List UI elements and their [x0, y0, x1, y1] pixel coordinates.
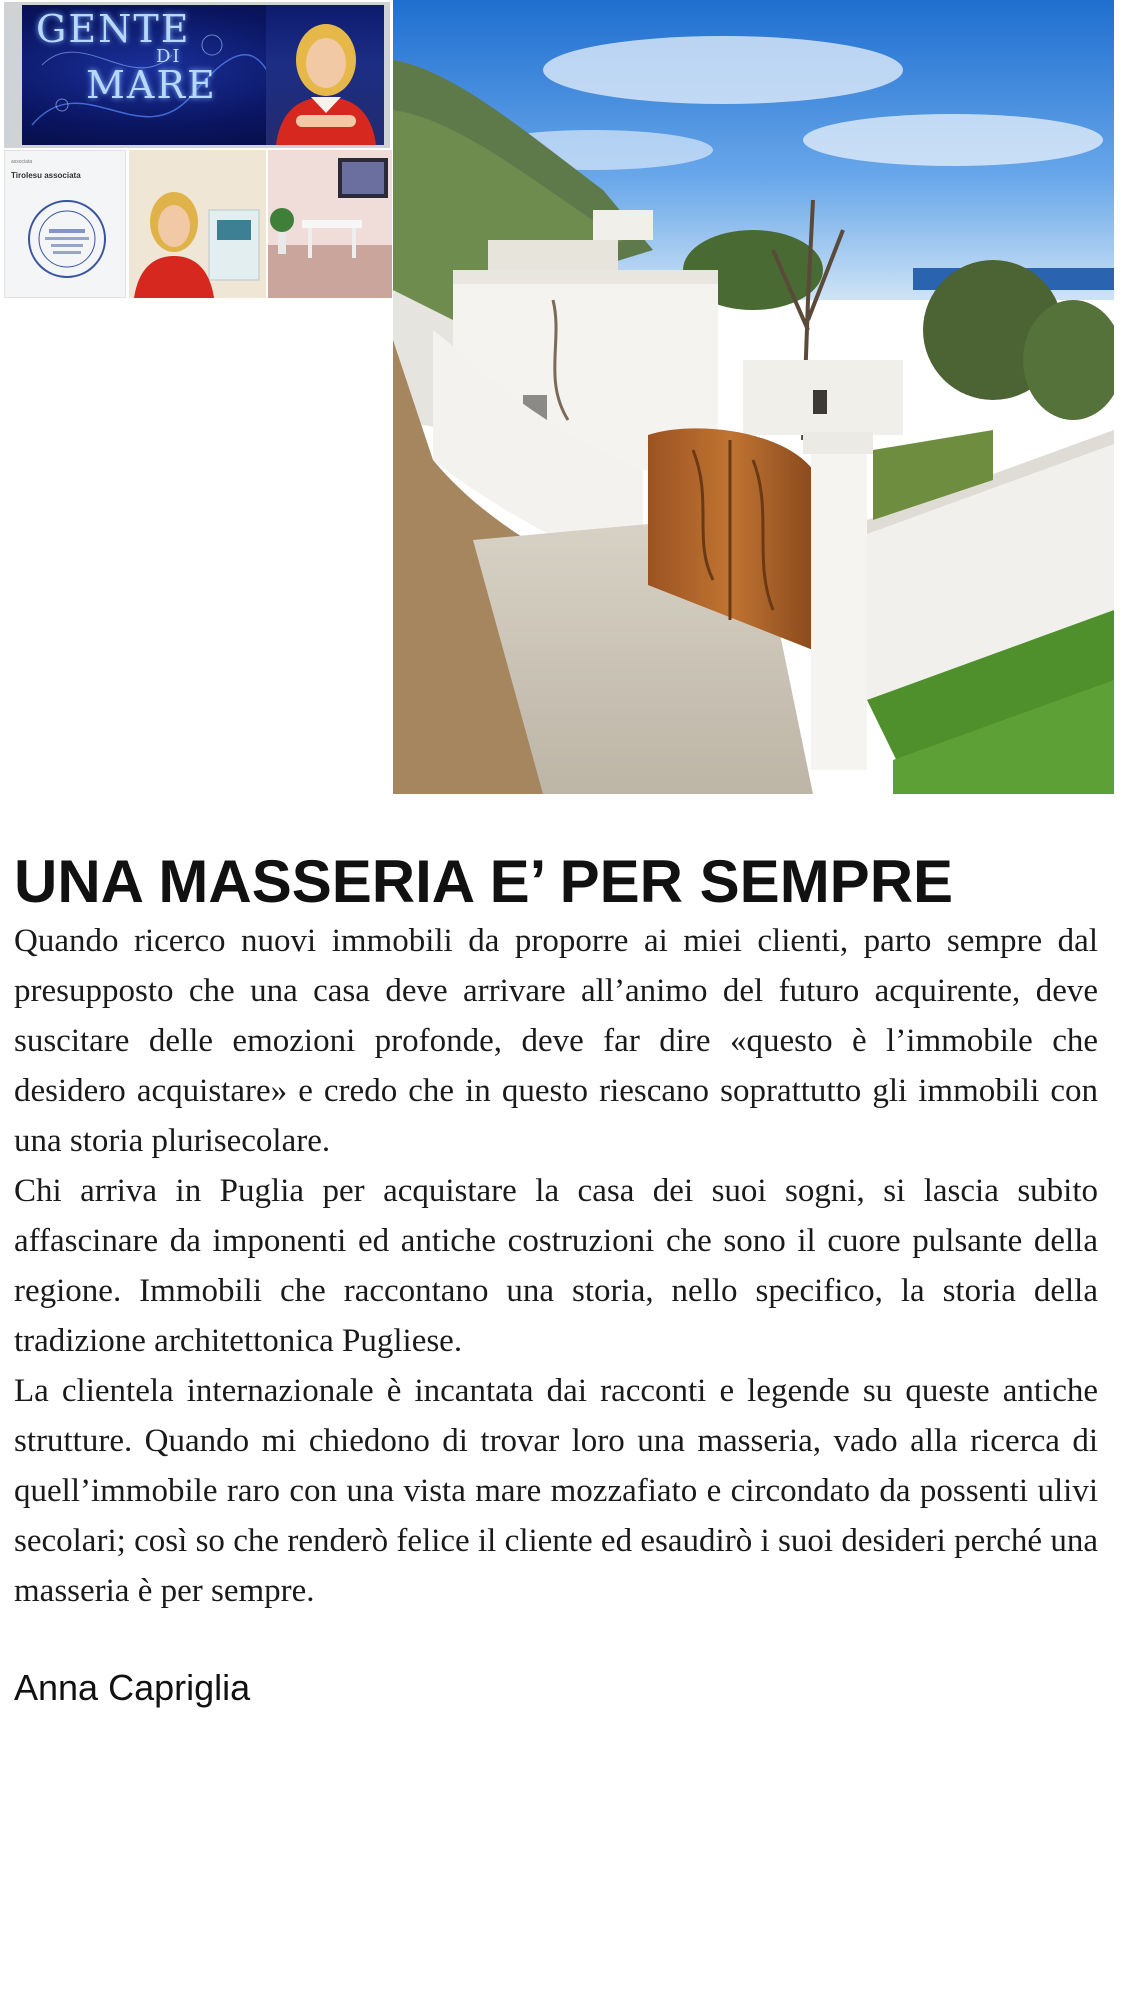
banner-title: [36, 9, 217, 105]
banner-title-line2: DI: [156, 46, 182, 67]
article-paragraph: Quando ricerco nuovi immobili da proporre ai miei clienti, parto sempre dal presupposto che una casa deve arrivare all’animo del futuro acquirente, deve suscitare delle emozioni profonde, deve far dire «questo è l’immobile che desidero acquistare» e credo che in questo riescano soprattutto gli immobili con una storia plurisecolare.: [14, 923, 1098, 1159]
article-title: UNA MASSERIA E’ PER SEMPRE: [14, 848, 954, 915]
article: [14, 848, 1098, 1710]
agency-photo-row: [4, 150, 392, 298]
gente-di-mare-banner: [4, 2, 390, 148]
banner-title-line1: GENTE: [36, 7, 191, 51]
masseria-photo-illustration: [393, 0, 1114, 794]
author-signature: Anna Capriglia: [14, 1667, 251, 1708]
masseria-photo: [393, 0, 1114, 794]
banner-title-line3: MARE: [86, 63, 217, 107]
badge-card-caption: associata: [11, 159, 33, 165]
agent-portrait: [266, 5, 384, 145]
office-interior-photo: [268, 150, 392, 298]
article-paragraph: La clientela internazionale è incantata dai racconti e legende su queste antiche strutture. Quando mi chiedono di trovar loro una masseria, vado alla ricerca di quell’immobile raro con una vista mare mozzafiato e circondato da possenti ulivi secolari; così so che renderò felice il cliente ed esaudirò i suoi desideri perché una masseria è per sempre.: [14, 1373, 1098, 1609]
agent-office-photo: [129, 150, 266, 298]
office-interior-illustration: [268, 150, 392, 298]
agent-office-illustration: [129, 150, 266, 298]
article-paragraph: Chi arriva in Puglia per acquistare la casa dei suoi sogni, si lascia subito affascinare da imponenti ed antiche costruzioni che sono il cuore pulsante della regione. Immobili che raccontano una storia, nello specifico, la storia della tradizione architettonica Pugliese.: [14, 1173, 1098, 1359]
agent-portrait-illustration: [266, 5, 384, 145]
header-collage: [0, 0, 392, 300]
badge-card-label: Tirolesu associata: [11, 171, 81, 180]
association-badge-card: [4, 150, 126, 298]
banner-artwork: [22, 5, 384, 145]
